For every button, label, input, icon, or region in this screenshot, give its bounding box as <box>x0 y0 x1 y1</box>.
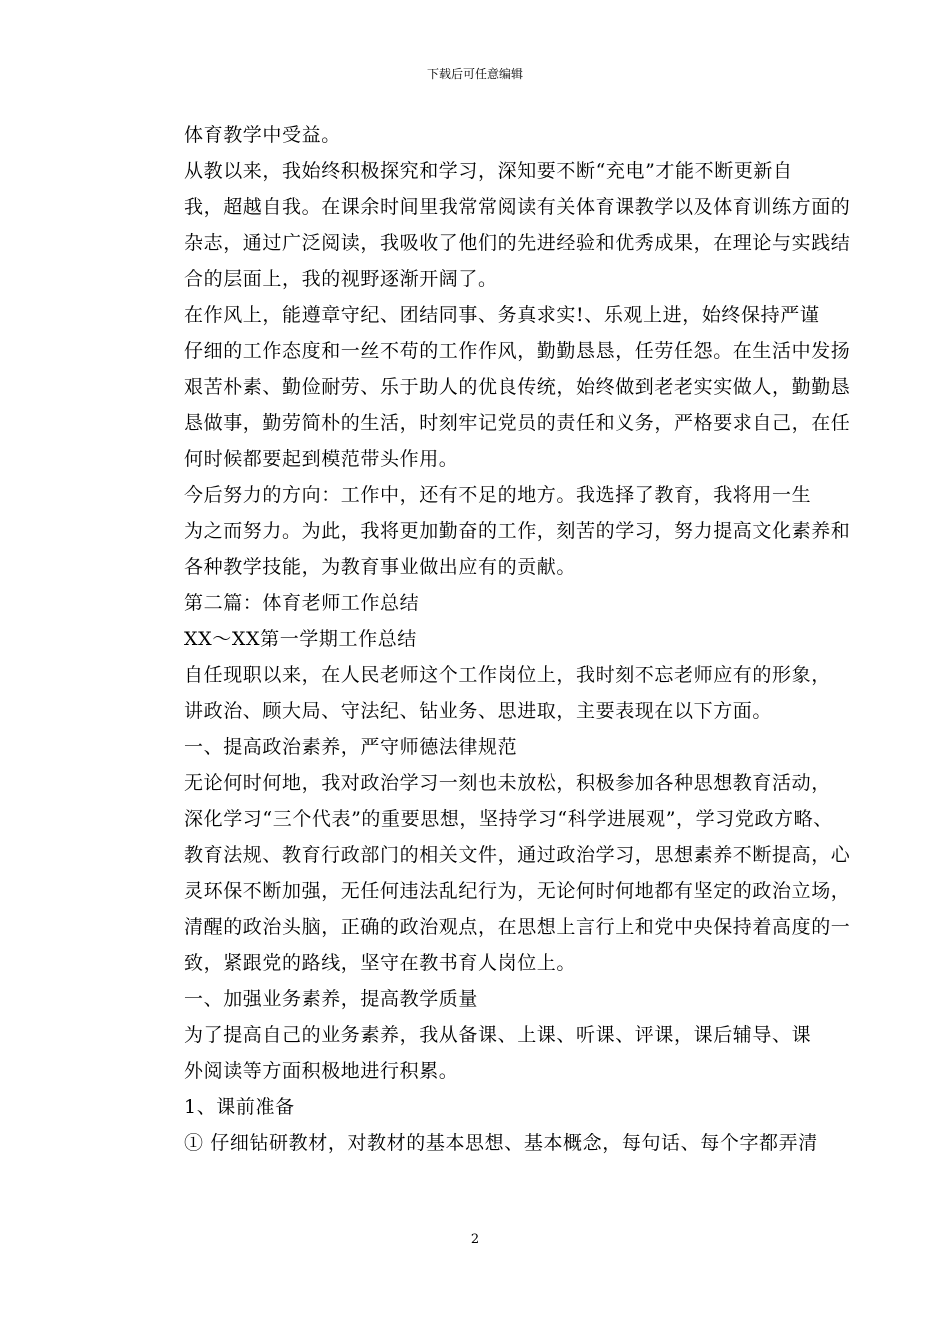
text-line: 无论何时何地，我对政治学习一刻也未放松，积极参加各种思想教育活动， <box>184 772 831 794</box>
text-line: 外阅读等方面积极地进行积累。 <box>184 1060 459 1082</box>
text-line: 仔细的工作态度和一丝不苟的工作作风，勤勤恳恳，任劳任怨。在生活中发扬 <box>184 340 851 362</box>
text-line: 讲政治、顾大局、守法纪、钻业务、思进取，主要表现在以下方面。 <box>184 700 773 722</box>
text-line: ① 仔细钻研教材，对教材的基本思想、基本概念，每句话、每个字都弄清 <box>184 1132 818 1154</box>
text-line: 一、加强业务素养，提高教学质量 <box>184 988 479 1010</box>
text-line: 今后努力的方向：工作中，还有不足的地方。我选择了教育，我将用一生 <box>184 484 812 506</box>
text-line: 从教以来，我始终积极探究和学习，深知要不断“充电”才能不断更新自 <box>184 160 793 182</box>
text-line: 深化学习“三个代表”的重要思想，坚持学习“科学进展观”，学习党政方略、 <box>184 808 833 830</box>
text-line: 教育法规、教育行政部门的相关文件，通过政治学习，思想素养不断提高，心 <box>184 844 851 866</box>
text-line: 自任现职以来，在人民老师这个工作岗位上，我时刻不忘老师应有的形象， <box>184 664 831 686</box>
text-line: 何时候都要起到模范带头作用。 <box>184 448 459 470</box>
paragraph <box>144 765 851 981</box>
text-line: 一、提高政治素养，严守师德法律规范 <box>184 736 518 758</box>
text-line: 致，紧跟党的路线，坚守在教书育人岗位上。 <box>184 952 577 974</box>
section-heading <box>144 585 810 621</box>
text-line: 各种教学技能，为教育事业做出应有的贡献。 <box>184 556 577 578</box>
text-line: 1、课前准备 <box>184 1096 295 1118</box>
text-line: 为了提高自己的业务素养，我从备课、上课、听课、评课，课后辅导、课 <box>184 1024 812 1046</box>
text-line: 恳做事，勤劳简朴的生活，时刻牢记党员的责任和义务，严格要求自己，在任 <box>184 412 851 434</box>
text-line: 合的层面上，我的视野逐渐开阔了。 <box>184 268 498 290</box>
paragraph <box>144 117 810 153</box>
paragraph <box>144 1017 810 1089</box>
list-heading <box>144 1089 810 1125</box>
page-number: 2 <box>470 1232 480 1247</box>
text-line: 灵环保不断加强，无任何违法乱纪行为，无论何时何地都有坚定的政治立场， <box>184 880 851 902</box>
text-line: 体育教学中受益。 <box>184 124 341 146</box>
paragraph <box>144 477 851 585</box>
document-body <box>144 117 851 1161</box>
subsection-heading <box>144 729 810 765</box>
text-line: 为之而努力。为此，我将更加勤奋的工作，刻苦的学习，努力提高文化素养和 <box>184 520 851 542</box>
paragraph <box>144 657 831 729</box>
text-line: 我，超越自我。在课余时间里我常常阅读有关体育课教学以及体育训练方面的 <box>184 196 851 218</box>
subsection-heading <box>144 981 810 1017</box>
paragraph <box>144 297 851 477</box>
text-line: 第二篇：体育老师工作总结 <box>184 592 420 614</box>
text-line: 杂志，通过广泛阅读，我吸收了他们的先进经验和优秀成果，在理论与实践结 <box>184 232 851 254</box>
text-line: 艰苦朴素、勤俭耐劳、乐于助人的优良传统，始终做到老老实实做人，勤勤恳 <box>184 376 851 398</box>
text-line: XX～XX第一学期工作总结 <box>184 628 417 650</box>
list-item <box>144 1125 818 1161</box>
paragraph <box>144 153 851 297</box>
section-subtitle <box>144 621 810 657</box>
text-line: 在作风上，能遵章守纪、团结同事、务真求实!、乐观上进，始终保持严谨 <box>184 304 820 326</box>
text-line: 清醒的政治头脑，正确的政治观点，在思想上言行上和党中央保持着高度的一 <box>184 916 851 938</box>
page-header: 下载后可任意编辑 <box>426 67 523 81</box>
